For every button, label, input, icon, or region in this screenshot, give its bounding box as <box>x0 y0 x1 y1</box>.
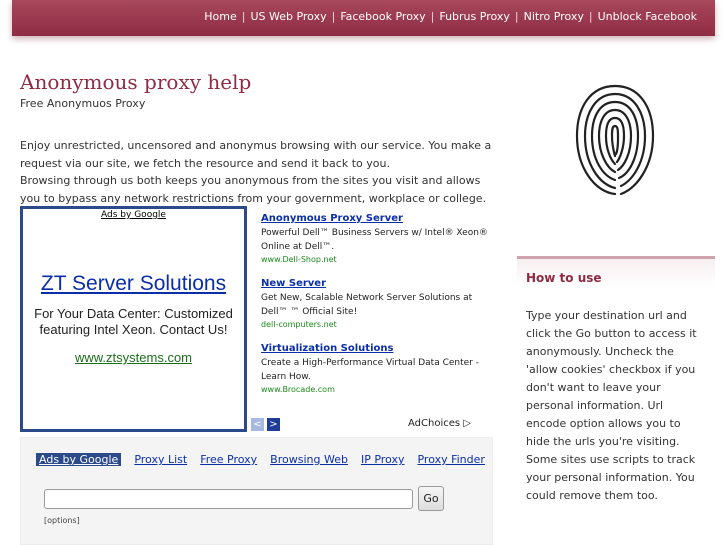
nav-unblock-facebook-link[interactable]: Unblock Facebook <box>597 10 697 23</box>
nav-separator: | <box>514 10 519 23</box>
text-ad-title-link[interactable]: Anonymous Proxy Server <box>261 213 403 224</box>
ad-headline-link[interactable]: ZT Server Solutions <box>40 272 227 295</box>
chevron-right-icon[interactable]: > <box>267 418 280 431</box>
ip-proxy-link[interactable]: IP Proxy <box>360 453 405 466</box>
proxy-list-link[interactable]: Proxy List <box>134 453 188 466</box>
text-ad-description: Get New, Scalable Network Server Solutions at Dell™ ™ Official Site! <box>261 293 473 317</box>
ad-link-bar <box>36 453 498 466</box>
text-ad-url[interactable]: www.Dell-Shop.net <box>261 255 337 264</box>
nav-us-web-proxy-link[interactable]: US Web Proxy <box>250 10 327 23</box>
ads-by-google-label[interactable]: Ads by Google <box>101 210 166 220</box>
page-title: Anonymous proxy help <box>20 70 252 94</box>
text-ad <box>261 277 491 331</box>
how-to-use-heading: How to use <box>526 271 602 285</box>
ad-url-link[interactable]: www.ztsystems.com <box>74 350 192 365</box>
intro-paragraph-2: Browsing through us both keeps you anonymous from the sites you visit and allows you to bypass any network restrictions from your government, workplace or college. <box>20 174 487 205</box>
chevron-left-icon[interactable]: < <box>251 418 264 431</box>
browsing-web-link[interactable]: Browsing Web <box>270 453 348 466</box>
text-ad <box>261 342 491 396</box>
nav-home-link[interactable]: Home <box>204 10 237 23</box>
ads-by-google-link[interactable]: Ads by Google <box>36 453 121 466</box>
nav-separator: | <box>430 10 435 23</box>
text-ad-description: Powerful Dell™ Business Servers w/ Intel® Xeon® Online at Dell™. <box>261 228 488 252</box>
text-ad-url[interactable]: dell-computers.net <box>261 320 337 329</box>
text-ad-title-link[interactable]: New Server <box>261 278 327 289</box>
text-ad <box>261 212 491 266</box>
nav-nitro-proxy-link[interactable]: Nitro Proxy <box>523 10 584 23</box>
text-ad-description: Create a High-Performance Virtual Data Center - Learn How. <box>261 358 479 382</box>
proxy-finder-link[interactable]: Proxy Finder <box>417 453 485 466</box>
ad-navigation <box>251 418 280 431</box>
nav-separator: | <box>241 10 246 23</box>
nav-facebook-proxy-link[interactable]: Facebook Proxy <box>340 10 426 23</box>
text-ad-title-link[interactable]: Virtualization Solutions <box>261 343 394 354</box>
fingerprint-icon <box>565 76 665 200</box>
go-button[interactable]: Go <box>418 486 444 511</box>
page-subtitle: Free Anonymuos Proxy <box>20 97 146 110</box>
intro-paragraph-1: Enjoy unrestricted, uncensored and anonymus browsing with our service. You make a request via our site, we fetch the resource and send it back to you. <box>20 139 492 170</box>
top-nav <box>204 10 697 23</box>
intro-text <box>20 137 495 207</box>
display-ad[interactable] <box>20 206 247 432</box>
text-ads-list <box>261 212 491 407</box>
how-to-use-text: Type your destination url and click the Go button to access it anonymously. Uncheck the 'allow cookies' checkbox if you don't want to leave your personal information. Url encode option allows you to hide the urls you're visiting. Some sites use scripts to track your personal information. You could remove them too. <box>526 309 697 502</box>
adchoices-link[interactable]: AdChoices ▷ <box>408 418 471 429</box>
nav-separator: | <box>331 10 336 23</box>
nav-fubrus-proxy-link[interactable]: Fubrus Proxy <box>439 10 510 23</box>
options-link[interactable]: [options] <box>44 516 80 525</box>
proxy-panel <box>20 437 493 545</box>
nav-separator: | <box>588 10 593 23</box>
free-proxy-link[interactable]: Free Proxy <box>200 453 258 466</box>
ad-description: For Your Data Center: Customized featuring Intel Xeon. Contact Us! <box>34 306 233 337</box>
top-nav-bar <box>12 0 715 36</box>
url-input[interactable] <box>44 489 413 509</box>
text-ad-url[interactable]: www.Brocade.com <box>261 385 335 394</box>
